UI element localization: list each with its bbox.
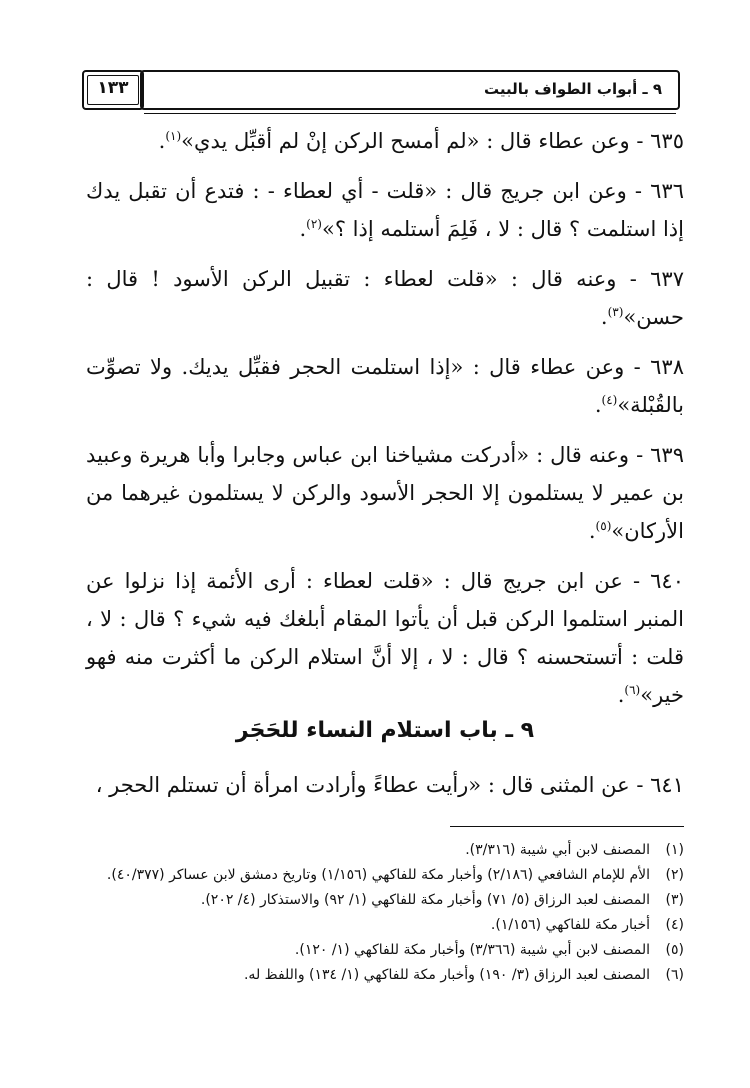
entry-tail: .	[158, 129, 166, 153]
chapter-title: ٩ ـ أبواب الطواف بالبيت	[484, 80, 662, 98]
hadith-entry	[86, 766, 684, 804]
page-number-frame	[82, 70, 144, 110]
footnote-text: المصنف لعبد الرزاق (٥/ ٧١) وأخبار مكة للفاكهي (١/ ٩٢) والاستذكار (٤/ ٢٠٢).	[200, 892, 650, 908]
entry-text: وعنه قال : «أدركت مشياخنا ابن عباس وجابرا وأبا هريرة وعبيد بن عمير لا يستلمون إلا الحجر الأسود والركن لا يستلمون غيرهما من الأركان»	[86, 443, 684, 543]
footnotes	[86, 838, 684, 988]
footnote	[86, 888, 684, 913]
entry-tail: .	[617, 683, 625, 707]
footnote-number: (٤)	[665, 917, 684, 933]
entry-number: ٦٣٥ -	[636, 129, 684, 153]
footnote-ref: (٥)	[595, 519, 612, 533]
footnote-text: المصنف لابن أبي شيبة (٣/٣١٦).	[465, 842, 650, 858]
footnote	[86, 838, 684, 863]
section-heading: ٩ ـ باب استلام النساء للحَجَر	[235, 718, 535, 743]
entry-number: ٦٣٨ -	[633, 355, 684, 379]
footnote	[86, 913, 684, 938]
footnote-text: أخبار مكة للفاكهي (١/١٥٦).	[490, 917, 650, 933]
footnote-text: المصنف لعبد الرزاق (٣/ ١٩٠) وأخبار مكة للفاكهي (١/ ١٣٤) واللفظ له.	[243, 967, 650, 983]
entry-number: ٦٤٠ -	[632, 569, 684, 593]
hadith-entry	[86, 562, 684, 714]
running-header	[140, 70, 680, 110]
footnote-ref: (٤)	[601, 393, 618, 407]
entry-text: وعن ابن جريج قال : «قلت - أي لعطاء - : فتدع أن تقبل يدك إذا استلمت ؟ قال : لا ، فَلِمَ أستلمه إذا ؟»	[86, 179, 684, 241]
hadith-entry	[86, 260, 684, 336]
entry-text: وعن عطاء قال : «لم أمسح الركن إنْ لم أقبِّل يدي»	[181, 129, 630, 153]
entry-text: عن ابن جريج قال : «قلت لعطاء : أرى الأئمة إذا نزلوا عن المنبر استلموا الركن قبل أن يأتوا المقام أبلغك فيه شيء ؟ قال : لا ، قلت : أتستحسنه ؟ قال : لا ، إلا أنَّ استلام الركن ما أكثرت منه فهو خير»	[86, 569, 684, 707]
entry-tail: .	[600, 305, 608, 329]
hadith-entry	[86, 122, 684, 160]
entry-text: عن المثنى قال : «رأيت عطاءً وأرادت امرأة أن تستلم الحجر ،	[95, 773, 630, 797]
footnote	[86, 863, 684, 888]
footnote-divider	[450, 826, 684, 827]
footnote-ref: (٦)	[624, 683, 641, 697]
main-text	[86, 122, 684, 726]
footnote-text: المصنف لابن أبي شيبة (٣/٣٦٦) وأخبار مكة للفاكهي (١/ ١٢٠).	[294, 942, 650, 958]
footnote-number: (١)	[665, 842, 684, 858]
footnote-ref: (٣)	[607, 305, 624, 319]
entry-text: وعنه قال : «قلت لعطاء : تقبيل الركن الأسود ! قال : حسن»	[86, 267, 684, 329]
footnote-ref: (٢)	[306, 217, 322, 231]
hadith-entry	[86, 436, 684, 550]
entry-number: ٦٤١ -	[636, 773, 684, 797]
page-number: ١٣٣	[97, 78, 129, 98]
footnote	[86, 938, 684, 963]
entry-number: ٦٣٩ -	[636, 443, 684, 467]
footnote-text: الأم للإمام الشافعي (٢/١٨٦) وأخبار مكة للفاكهي (١/١٥٦) وتاريخ دمشق لابن عساكر (٤٠/٣٧٧).	[106, 867, 650, 883]
entry-number: ٦٣٧ -	[629, 267, 684, 291]
entry-tail: .	[594, 393, 602, 417]
footnote-number: (٥)	[665, 942, 684, 958]
hadith-entry	[86, 172, 684, 248]
footnote	[86, 963, 684, 988]
hadith-entry	[86, 348, 684, 424]
footnote-number: (٣)	[665, 892, 684, 908]
entry-text: وعن عطاء قال : «إذا استلمت الحجر فقبِّل يديك. ولا تصوِّت بالقُبْلة»	[86, 355, 684, 417]
footnote-number: (٢)	[665, 867, 684, 883]
entry-tail: .	[299, 217, 307, 241]
footnote-ref: (١)	[165, 129, 182, 143]
entry-tail: .	[588, 519, 596, 543]
entry-number: ٦٣٦ -	[634, 179, 684, 203]
footnote-number: (٦)	[665, 967, 684, 983]
